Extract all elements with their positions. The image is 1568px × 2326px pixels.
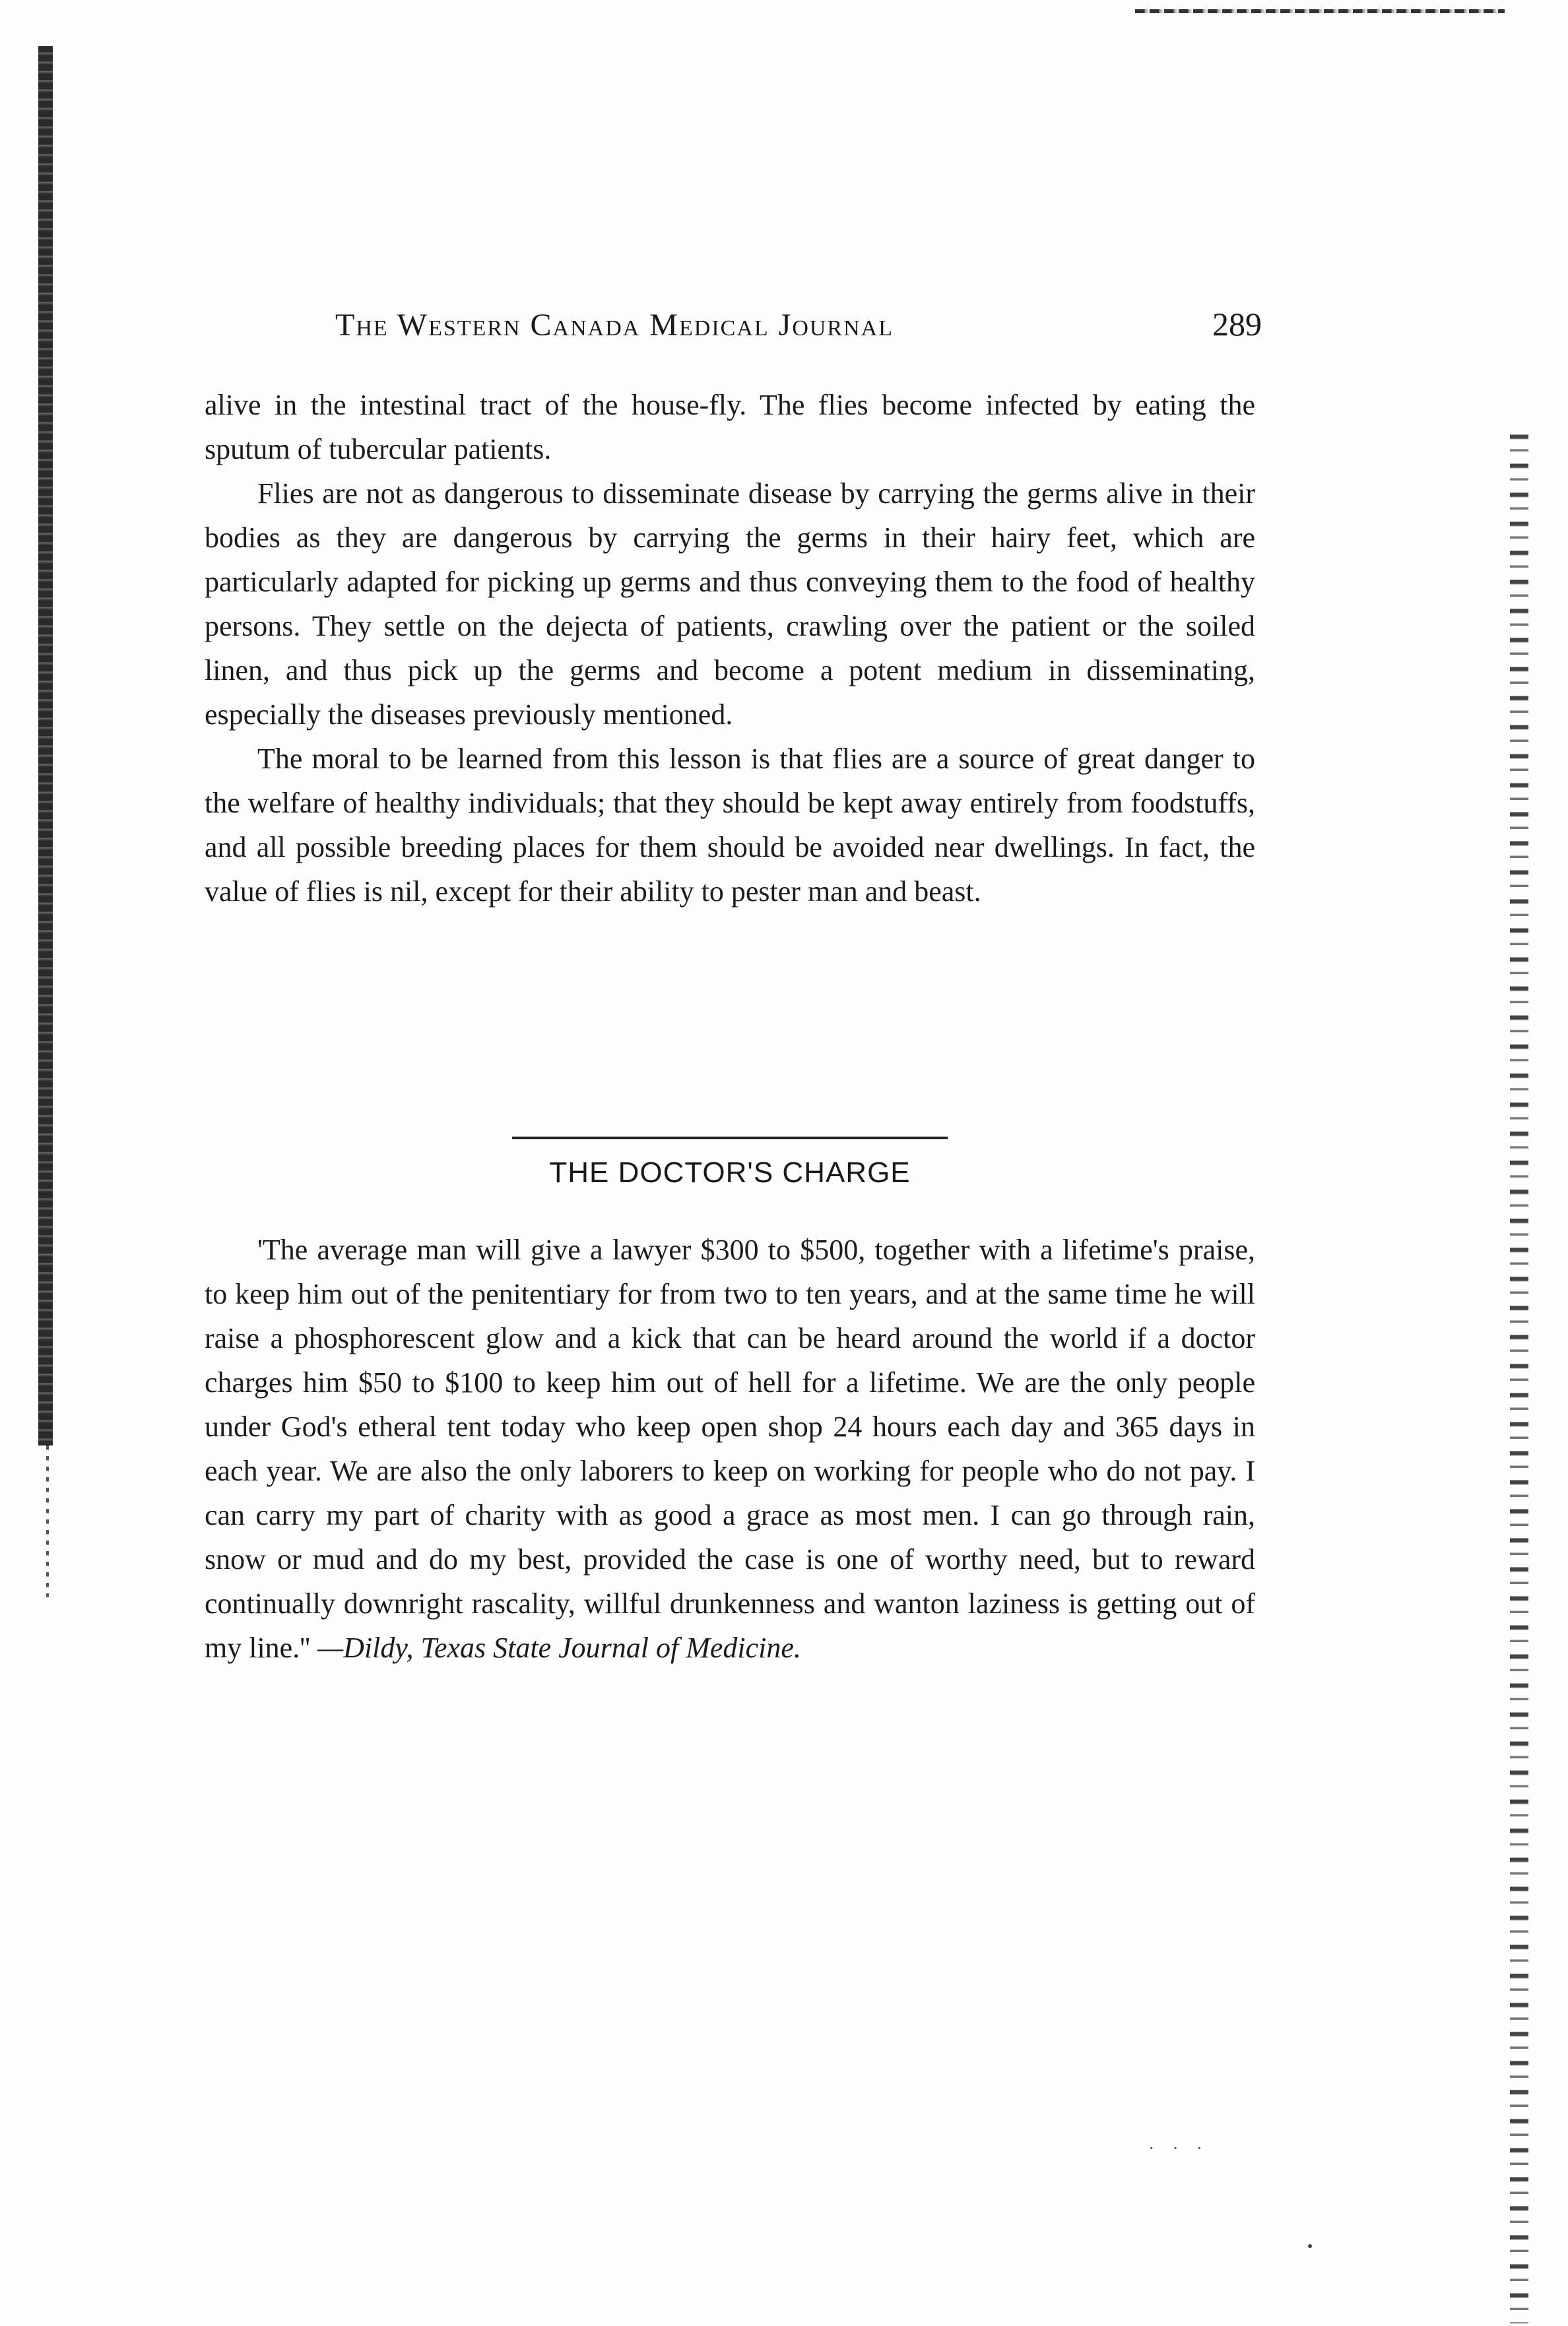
section-heading: THE DOCTOR'S CHARGE xyxy=(549,1156,911,1189)
article-flies xyxy=(205,383,1255,914)
paragraph: The moral to be learned from this lesson is that flies are a source of great danger to the welfare of healthy individuals; that they should be kept away entirely from foodstuffs, and all possible breeding places for them should be avoided near dwellings. In fact, the value of flies is nil, except for their ability to pester man and beast. xyxy=(205,743,1255,908)
citation: —Dildy, Texas State Journal of Medicine. xyxy=(317,1632,801,1664)
scan-edge-artifact-top xyxy=(1135,9,1505,13)
scan-binding-edge-faint xyxy=(46,1445,49,1597)
running-head xyxy=(335,305,1262,358)
scan-binding-edge xyxy=(38,46,53,1445)
scan-speck: · · · xyxy=(1148,2139,1209,2159)
paragraph: Flies are not as dangerous to disseminate disease by carrying the germs alive in their bodies as they are dangerous by carrying the germs in their hairy feet, which are particularly adapted for picking up germs and thus conveying them to the food of healthy persons. They settle on the dejecta of patients, crawling over the patient or the soiled linen, and thus pick up the germs and become a potent medium in disseminating, especially the diseases previously mentioned. xyxy=(205,477,1255,731)
section-divider xyxy=(512,1137,948,1139)
article-doctors-charge xyxy=(205,1228,1255,1670)
page-number: 289 xyxy=(1212,306,1262,343)
scan-edge-artifact-right xyxy=(1510,422,1528,2323)
quote-text: 'The average man will give a lawyer $300 to $500, together with a lifetime's praise, to keep him out of the penitentiary for from two to ten years, and at the same time he will raise a phosphorescent glow and a kick that can be heard around the world if a doctor charges him $50 to $100 to keep him out of hell for a lifetime. We are the only people under God's etheral tent today who keep open shop 24 hours each day and 365 days in each year. We are also the only laborers to keep on working for people who do not pay. I can carry my part of charity with as good a grace as most men. I can go through rain, snow or mud and do my best, provided the case is one of worthy need, but to reward continually downright rascality, willful drunkenness and wanton laziness is getting out of my line.'' xyxy=(205,1234,1255,1664)
paragraph: alive in the intestinal tract of the house-fly. The flies become infected by eating the sputum of tubercular patients. xyxy=(205,389,1255,465)
paragraph xyxy=(205,1228,1255,1670)
journal-title: The Western Canada Medical Journal xyxy=(335,308,894,343)
scan-speck xyxy=(1308,2244,1312,2248)
